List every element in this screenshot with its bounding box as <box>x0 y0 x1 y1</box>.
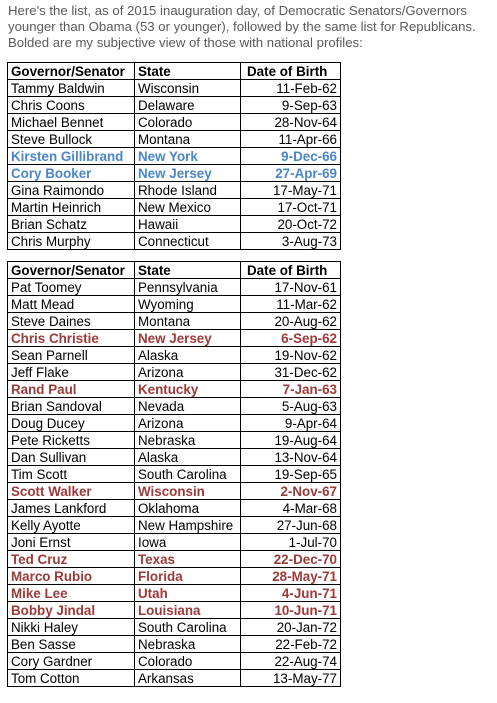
table-row <box>8 466 341 483</box>
cell-name: Kelly Ayotte <box>8 517 135 534</box>
cell-state: Nevada <box>135 398 241 415</box>
cell-name: Steve Daines <box>8 313 135 330</box>
table-row <box>8 199 341 216</box>
cell-dob: 9-Dec-66 <box>241 148 341 165</box>
cell-name: Martin Heinrich <box>8 199 135 216</box>
cell-state: New Mexico <box>135 199 241 216</box>
table-row <box>8 216 341 233</box>
cell-name: Scott Walker <box>8 483 135 500</box>
cell-dob: 3-Aug-73 <box>241 233 341 250</box>
democrats-table-body <box>8 63 341 250</box>
cell-dob: 20-Oct-72 <box>241 216 341 233</box>
cell-dob: 31-Dec-62 <box>241 364 341 381</box>
cell-dob: 5-Aug-63 <box>241 398 341 415</box>
cell-state: Arizona <box>135 364 241 381</box>
table-row <box>8 483 341 500</box>
cell-dob: 1-Jul-70 <box>241 534 341 551</box>
cell-dob: 7-Jan-63 <box>241 381 341 398</box>
cell-dob: 19-Nov-62 <box>241 347 341 364</box>
cell-state: Nebraska <box>135 636 241 653</box>
table-row <box>8 670 341 687</box>
cell-name: Kirsten Gillibrand <box>8 148 135 165</box>
cell-name: Rand Paul <box>8 381 135 398</box>
cell-name: Tom Cotton <box>8 670 135 687</box>
table-row <box>8 602 341 619</box>
rep-header-row <box>8 262 341 279</box>
cell-name: Matt Mead <box>8 296 135 313</box>
cell-dob: 28-Nov-64 <box>241 114 341 131</box>
cell-dob: 9-Sep-63 <box>241 97 341 114</box>
dem-header-row <box>8 63 341 80</box>
cell-dob: 9-Apr-64 <box>241 415 341 432</box>
cell-dob: 13-Nov-64 <box>241 449 341 466</box>
table-row <box>8 415 341 432</box>
table-row <box>8 568 341 585</box>
cell-name: James Lankford <box>8 500 135 517</box>
cell-state: Hawaii <box>135 216 241 233</box>
cell-dob: 22-Aug-74 <box>241 653 341 670</box>
cell-name: Joni Ernst <box>8 534 135 551</box>
cell-state: Colorado <box>135 114 241 131</box>
cell-state: New Jersey <box>135 330 241 347</box>
rep-header-dob: Date of Birth <box>241 262 341 279</box>
rep-header-name: Governor/Senator <box>8 262 135 279</box>
cell-name: Chris Coons <box>8 97 135 114</box>
cell-name: Ted Cruz <box>8 551 135 568</box>
table-row <box>8 131 341 148</box>
table-row <box>8 233 341 250</box>
table-row <box>8 653 341 670</box>
table-row <box>8 500 341 517</box>
cell-state: Louisiana <box>135 602 241 619</box>
cell-name: Brian Sandoval <box>8 398 135 415</box>
cell-name: Pete Ricketts <box>8 432 135 449</box>
table-row <box>8 148 341 165</box>
cell-dob: 27-Apr-69 <box>241 165 341 182</box>
cell-name: Chris Christie <box>8 330 135 347</box>
cell-dob: 22-Feb-72 <box>241 636 341 653</box>
cell-dob: 20-Jan-72 <box>241 619 341 636</box>
cell-dob: 17-Nov-61 <box>241 279 341 296</box>
table-row <box>8 313 341 330</box>
cell-name: Nikki Haley <box>8 619 135 636</box>
cell-name: Pat Toomey <box>8 279 135 296</box>
table-row <box>8 347 341 364</box>
republicans-table <box>7 261 341 687</box>
cell-dob: 11-Mar-62 <box>241 296 341 313</box>
table-row <box>8 534 341 551</box>
table-row <box>8 449 341 466</box>
cell-dob: 28-May-71 <box>241 568 341 585</box>
cell-dob: 11-Apr-66 <box>241 131 341 148</box>
cell-state: Wyoming <box>135 296 241 313</box>
cell-name: Sean Parnell <box>8 347 135 364</box>
cell-state: Arizona <box>135 415 241 432</box>
cell-name: Tammy Baldwin <box>8 80 135 97</box>
cell-state: Alaska <box>135 347 241 364</box>
cell-dob: 22-Dec-70 <box>241 551 341 568</box>
table-row <box>8 585 341 602</box>
cell-name: Gina Raimondo <box>8 182 135 199</box>
cell-state: Montana <box>135 131 241 148</box>
cell-state: Alaska <box>135 449 241 466</box>
cell-state: Nebraska <box>135 432 241 449</box>
cell-state: Wisconsin <box>135 483 241 500</box>
table-row <box>8 330 341 347</box>
table-row <box>8 364 341 381</box>
cell-dob: 17-Oct-71 <box>241 199 341 216</box>
cell-state: Texas <box>135 551 241 568</box>
rep-header-state: State <box>135 262 241 279</box>
cell-dob: 2-Nov-67 <box>241 483 341 500</box>
intro-paragraph: Here's the list, as of 2015 inauguration day, of Democratic Senators/Governors younger than Obama (53 or younger), followed by the same list for Republicans. Bolded are my subjective view of those with national profiles: <box>8 3 476 50</box>
cell-dob: 19-Sep-65 <box>241 466 341 483</box>
cell-state: Pennsylvania <box>135 279 241 296</box>
table-row <box>8 517 341 534</box>
table-row <box>8 551 341 568</box>
cell-name: Chris Murphy <box>8 233 135 250</box>
cell-dob: 4-Jun-71 <box>241 585 341 602</box>
cell-name: Michael Bennet <box>8 114 135 131</box>
cell-state: New Hampshire <box>135 517 241 534</box>
table-row <box>8 398 341 415</box>
cell-state: Florida <box>135 568 241 585</box>
cell-state: Montana <box>135 313 241 330</box>
cell-name: Brian Schatz <box>8 216 135 233</box>
democrats-table <box>7 62 341 250</box>
cell-dob: 4-Mar-68 <box>241 500 341 517</box>
cell-name: Cory Booker <box>8 165 135 182</box>
cell-state: South Carolina <box>135 466 241 483</box>
cell-state: Iowa <box>135 534 241 551</box>
table-row <box>8 381 341 398</box>
table-row <box>8 636 341 653</box>
table-row <box>8 432 341 449</box>
table-row <box>8 97 341 114</box>
table-row <box>8 114 341 131</box>
cell-state: Arkansas <box>135 670 241 687</box>
cell-name: Ben Sasse <box>8 636 135 653</box>
cell-dob: 19-Aug-64 <box>241 432 341 449</box>
cell-name: Jeff Flake <box>8 364 135 381</box>
cell-state: New Jersey <box>135 165 241 182</box>
table-row <box>8 80 341 97</box>
cell-dob: 6-Sep-62 <box>241 330 341 347</box>
table-row <box>8 279 341 296</box>
cell-state: Rhode Island <box>135 182 241 199</box>
cell-dob: 13-May-77 <box>241 670 341 687</box>
cell-name: Marco Rubio <box>8 568 135 585</box>
cell-dob: 20-Aug-62 <box>241 313 341 330</box>
cell-name: Dan Sullivan <box>8 449 135 466</box>
cell-dob: 27-Jun-68 <box>241 517 341 534</box>
cell-name: Tim Scott <box>8 466 135 483</box>
table-row <box>8 296 341 313</box>
cell-state: Kentucky <box>135 381 241 398</box>
table-row <box>8 182 341 199</box>
cell-state: Wisconsin <box>135 80 241 97</box>
cell-state: Delaware <box>135 97 241 114</box>
republicans-table-body <box>8 262 341 687</box>
dem-header-name: Governor/Senator <box>8 63 135 80</box>
cell-state: Connecticut <box>135 233 241 250</box>
cell-name: Bobby Jindal <box>8 602 135 619</box>
cell-state: Oklahoma <box>135 500 241 517</box>
dem-header-dob: Date of Birth <box>241 63 341 80</box>
cell-dob: 11-Feb-62 <box>241 80 341 97</box>
table-row <box>8 165 341 182</box>
cell-state: Utah <box>135 585 241 602</box>
cell-name: Mike Lee <box>8 585 135 602</box>
cell-state: Colorado <box>135 653 241 670</box>
cell-dob: 17-May-71 <box>241 182 341 199</box>
cell-state: South Carolina <box>135 619 241 636</box>
cell-name: Steve Bullock <box>8 131 135 148</box>
dem-header-state: State <box>135 63 241 80</box>
cell-name: Doug Ducey <box>8 415 135 432</box>
cell-dob: 10-Jun-71 <box>241 602 341 619</box>
cell-name: Cory Gardner <box>8 653 135 670</box>
table-row <box>8 619 341 636</box>
cell-state: New York <box>135 148 241 165</box>
